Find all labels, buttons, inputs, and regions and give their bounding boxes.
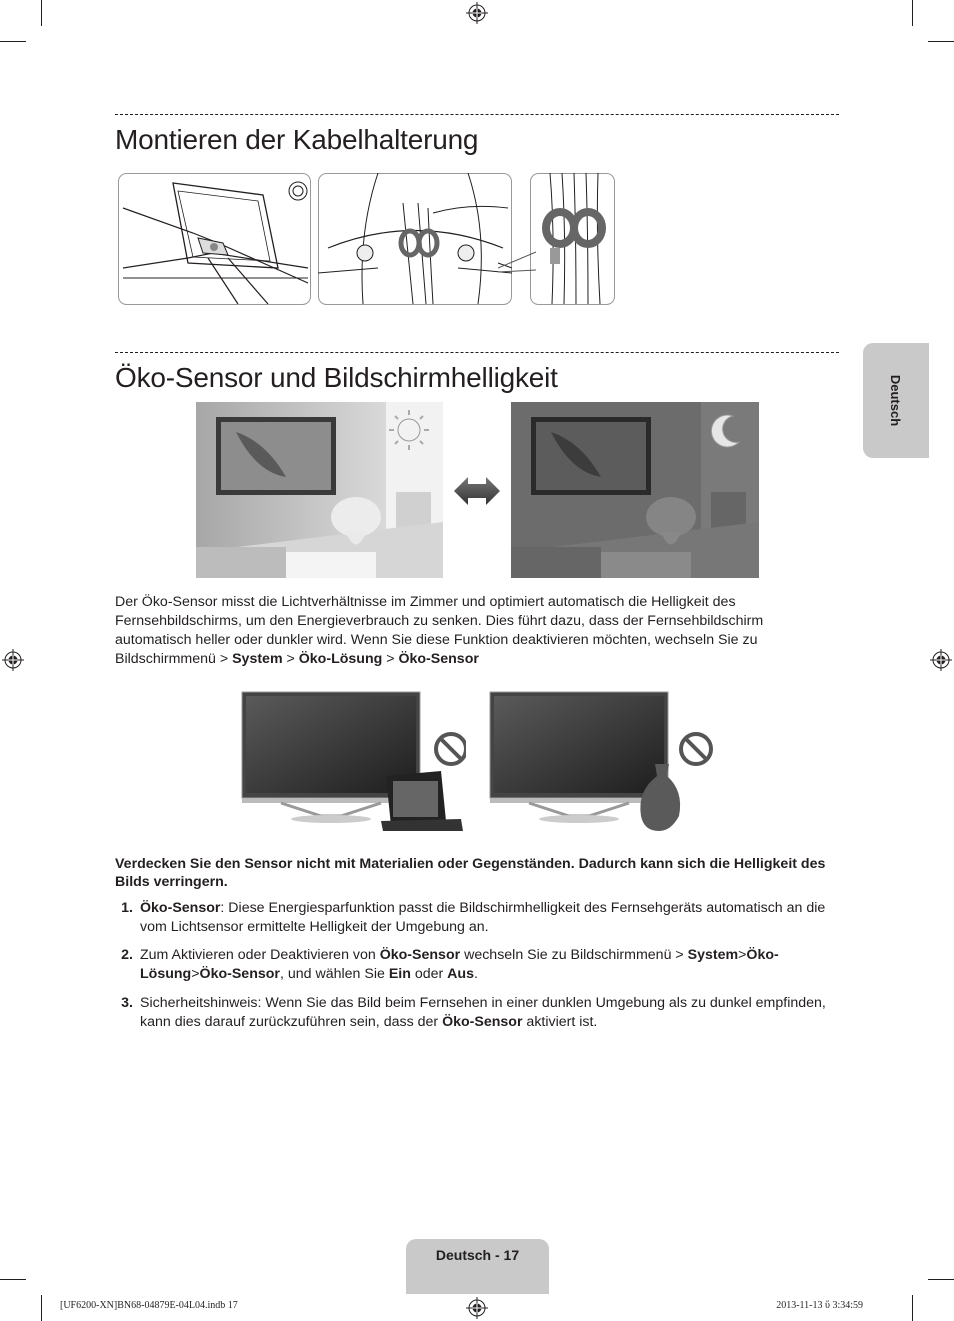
warning-text: Verdecken Sie den Sensor nicht mit Materialien oder Gegenständen. Dadurch kann sich die Helligkeit des Bilds verringern. [115,856,826,890]
registration-mark-icon [466,2,488,24]
list-item-text: oder [410,966,448,982]
intro-text: Der Öko-Sensor misst die Lichtverhältnisse im Zimmer und optimiert automatisch die Helligkeit des Fernsehbildschirms, um den Energieverbrauch zu senken. Dies führt dazu, dass der Fernsehbildschirm automatisch heller oder dunkler wird. Wenn Sie diese Funktion deaktivieren möchten, wechseln Sie zu Bildschirmmenü > [115,594,764,667]
menu-system: System [232,651,283,667]
crop-mark [41,1295,42,1321]
list-item-text: Sicherheitshinweis: Wenn Sie das Bild beim Fernsehen in einer dunklen Umgebung als zu dunkel empfinden, kann dies darauf zurückzuführen sein, dass der [140,995,826,1030]
prohibited-icon [436,734,466,764]
crop-mark [928,41,954,42]
crop-mark [912,0,913,26]
cable-holder-illustration-stand [318,173,512,305]
tv-blocked-by-frame-image [241,691,466,831]
list-item-term: Ein [388,966,411,982]
crop-mark [912,1295,913,1321]
list-item-text: wechseln Sie zu Bildschirmmenü > [460,947,688,963]
intro-paragraph [115,593,839,669]
list-item-text: , und wählen Sie [279,966,389,982]
room-dark-image [511,402,759,578]
list-item-text: Zum Aktivieren oder Deaktivieren von [140,947,380,963]
list-item-term: Aus [447,966,474,982]
print-slug-left: [UF6200-XN]BN68-04879E-04L04.indb 17 [60,1300,238,1311]
menu-eco-solution: Öko-Lösung [298,651,383,667]
crop-mark [0,41,26,42]
zoom-connector-line [498,230,538,275]
list-item-number: 2. [121,947,133,963]
list-item-text: > [738,947,747,963]
menu-eco-sensor: Öko-Sensor [398,651,479,667]
crop-mark [0,1279,26,1280]
list-item-term: Öko-Sensor [199,966,280,982]
tv-blocked-by-vase-image [489,691,714,831]
cable-holder-illustration-back [118,173,311,305]
section-title-cable-holder: Montieren der Kabelhalterung [115,124,479,155]
crop-mark [928,1279,954,1280]
list-item-term: Öko-Lösung [140,947,779,982]
list-item-term: System [687,947,739,963]
registration-mark-icon [930,649,952,671]
section-title-eco-sensor: Öko-Sensor und Bildschirmhelligkeit [115,362,558,393]
page-number: Deutsch - 17 [435,1247,520,1263]
list-item-number: 1. [121,900,133,916]
list-item-term: Öko-Sensor [140,900,221,916]
print-slug-right: 2013-11-13 ὕ 3:34:59 [776,1300,863,1311]
list-item-number: 3. [121,995,133,1011]
list-item-term: Öko-Sensor [379,947,461,963]
prohibited-icon [681,734,711,764]
menu-separator: > [382,651,399,667]
section-divider [115,114,839,115]
double-arrow-icon [454,475,500,507]
page-number-box [406,1239,549,1294]
registration-mark-icon [466,1297,488,1319]
language-tab-label: Deutsch [888,374,904,427]
cable-holder-illustration-detail [530,173,615,305]
list-item-text: > [191,966,200,982]
crop-mark [41,0,42,26]
language-tab [863,343,929,458]
list-item-term: Öko-Sensor [442,1014,523,1030]
room-bright-image [196,402,443,578]
list-item-text: aktiviert ist. [522,1014,598,1030]
section-divider [115,352,839,353]
list-item-text: . [473,966,478,982]
menu-separator: > [282,651,299,667]
list-item-text: : Diese Energiesparfunktion passt die Bildschirmhelligkeit des Fernsehgeräts automatisch an die vom Lichtsensor ermittelte Helligkeit der Umgebung an. [140,900,826,935]
registration-mark-icon [2,649,24,671]
